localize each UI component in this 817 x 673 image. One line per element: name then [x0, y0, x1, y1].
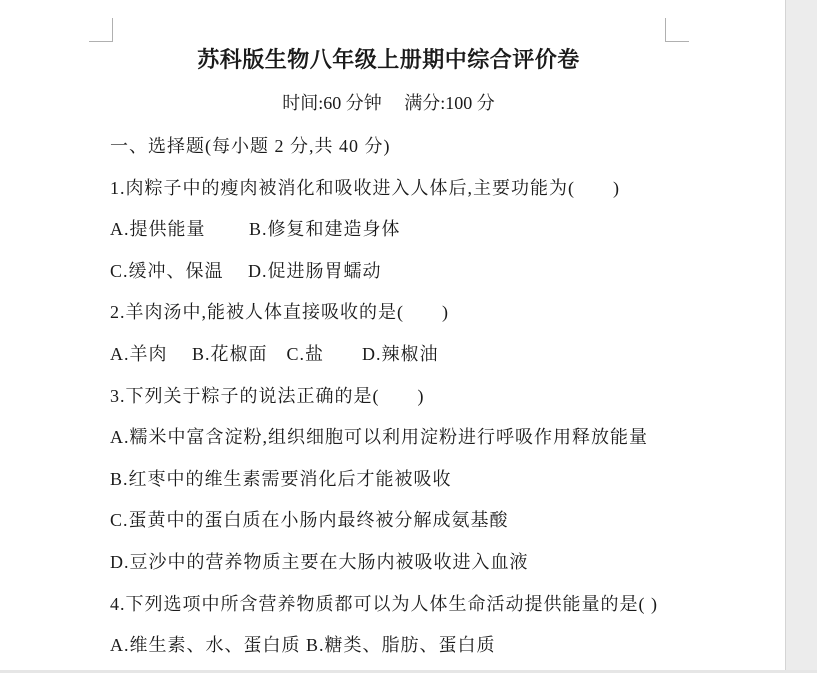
question-3-option-a: A.糯米中富含淀粉,组织细胞可以利用淀粉进行呼吸作用释放能量: [110, 427, 648, 448]
question-2-options: A.羊肉 B.花椒面 C.盐 D.辣椒油: [110, 343, 439, 364]
question-3-option-c: C.蛋黄中的蛋白质在小肠内最终被分解成氨基酸: [110, 510, 509, 531]
document-title: 苏科版生物八年级上册期中综合评价卷: [197, 47, 580, 72]
margin-mark-top-right-icon: [665, 18, 689, 42]
question-4-stem: 4.下列选项中所含营养物质都可以为人体生命活动提供能量的是( ): [110, 593, 658, 614]
question-1-stem: 1.肉粽子中的瘦肉被消化和吸收进入人体后,主要功能为( ): [110, 177, 620, 198]
question-4-options-ab: A.维生素、水、蛋白质 B.糖类、脂肪、蛋白质: [110, 635, 496, 656]
question-3-stem: 3.下列关于粽子的说法正确的是( ): [110, 385, 425, 406]
section-heading: 一、选择题(每小题 2 分,共 40 分): [110, 136, 391, 156]
exam-meta: 时间:60 分钟 满分:100 分: [282, 93, 495, 113]
margin-mark-top-left-icon: [89, 18, 113, 42]
question-1-options-cd: C.缓冲、保温 D.促进肠胃蠕动: [110, 260, 382, 281]
question-2-stem: 2.羊肉汤中,能被人体直接吸收的是( ): [110, 302, 449, 323]
question-3-option-b: B.红枣中的维生素需要消化后才能被吸收: [110, 468, 452, 489]
question-1-options-ab: A.提供能量 B.修复和建造身体: [110, 219, 401, 240]
canvas-background: [785, 0, 817, 673]
document-content: [110, 49, 710, 673]
question-3-option-d: D.豆沙中的营养物质主要在大肠内被吸收进入血液: [110, 551, 529, 572]
